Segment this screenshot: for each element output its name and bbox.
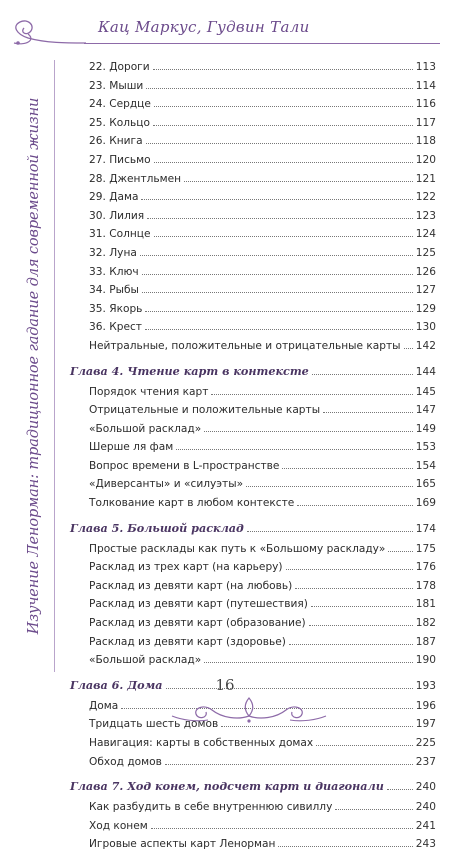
entry-title: Расклад из трех карт (на карьеру) [89,561,283,574]
page-ref: 114 [415,79,436,92]
floral-ornament-icon [168,694,330,724]
page-ref: 153 [415,441,436,454]
chapter-title: Глава 4. Чтение карт в контексте [70,363,309,378]
toc-entry [70,58,436,77]
entry-title: Ход конем [89,819,148,832]
dot-leader [312,360,413,375]
toc-entry [70,170,436,189]
entry-title: Расклад из девяти карт (образование) [89,617,306,630]
page-ref: 125 [415,246,436,259]
dot-leader [147,207,413,219]
toc-entry [70,77,436,96]
dot-leader [176,438,413,450]
entry-title: 33. Ключ [89,265,139,278]
entry-title: Расклад из девяти карт (на любовь) [89,579,293,592]
toc-entry [70,835,436,854]
toc-entry [70,753,436,772]
flourish-ornament-icon [6,16,92,50]
page-ref: 190 [415,654,436,667]
running-header-title: Кац Маркус, Гудвин Тали [98,18,310,36]
dot-leader [246,475,413,487]
dot-leader [142,263,413,275]
entry-title: 25. Кольцо [89,116,150,129]
page-ref: 147 [415,404,436,417]
page-ref: 174 [415,522,436,535]
toc-entry [70,95,436,114]
dot-leader [316,734,413,746]
entry-title: «Большой расклад» [89,654,202,667]
page-ref: 165 [415,478,436,491]
toc-entry [70,401,436,420]
page-header [0,12,450,52]
toc-entry [70,281,436,300]
dot-leader [309,614,413,626]
toc-entry [70,244,436,263]
dot-leader [335,798,412,810]
dot-leader [145,318,413,330]
entry-title: 31. Солнце [89,228,151,241]
entry-title: 36. Крест [89,321,142,334]
toc-entry [70,263,436,282]
page-ref: 142 [415,339,436,352]
toc-entry [70,318,436,337]
page-ref: 149 [415,422,436,435]
toc-entry [70,595,436,614]
toc-entry [70,114,436,133]
entry-title: Отрицательные и положительные карты [89,404,321,417]
page-ref: 178 [415,579,436,592]
dot-leader [146,132,413,144]
toc-entry [70,651,436,670]
entry-title: 32. Луна [89,246,137,259]
dot-leader [323,401,413,413]
toc-entry [70,798,436,817]
page-ref: 237 [415,755,436,768]
dot-leader [142,281,413,293]
dot-leader [153,114,413,126]
chapter-title: Глава 5. Большой расклад [70,520,244,535]
toc-entry [70,558,436,577]
page-ref: 225 [415,737,436,749]
toc-entry [70,540,436,559]
dot-leader [154,151,413,163]
dot-leader [153,58,413,70]
toc-entry [70,734,436,753]
table-of-contents [70,58,436,854]
side-rule [54,60,55,672]
page-number: 16 [215,676,235,694]
toc-entry [70,132,436,151]
entry-title: Нейтральные, положительные и отрицательные карты [89,339,401,352]
entry-title: 28. Джентльмен [89,172,182,185]
dot-leader [141,188,412,200]
entry-title: Тридцать шесть домов [89,718,219,731]
dot-leader [278,835,412,847]
header-rule [84,43,440,44]
page-ref: 123 [415,209,436,222]
toc-entry [70,337,436,356]
toc-entry [70,383,436,402]
page-ref: 196 [415,699,436,712]
page-ref: 127 [415,284,436,297]
page-ref: 243 [415,838,436,851]
page-ref: 126 [415,265,436,278]
page-ref: 182 [415,617,436,630]
dot-leader [204,420,413,432]
page-ref: 120 [415,153,436,166]
dot-leader [146,77,412,89]
dot-leader [247,517,413,532]
toc-entry [70,614,436,633]
page-ref: 116 [415,98,436,111]
page-ref: 124 [415,228,436,241]
page-ref: 181 [415,598,436,611]
page-ref: 154 [415,459,436,472]
dot-leader [184,170,413,182]
dot-leader [404,337,413,349]
entry-title: Игровые аспекты карт Ленорман [89,838,276,851]
page-ref: 187 [415,635,436,648]
dot-leader [204,651,413,663]
entry-title: 23. Мыши [89,79,144,92]
toc-chapter-heading [70,774,436,798]
entry-title: Как разбудить в себе внутреннюю сивиллу [89,801,333,814]
entry-title: Дома [89,699,119,712]
toc-entry [70,151,436,170]
page-ref: 117 [415,116,436,129]
entry-title: Обход домов [89,755,162,768]
dot-leader [297,494,412,506]
dot-leader [154,225,413,237]
toc-entry [70,300,436,319]
dot-leader [286,558,413,570]
dot-leader [387,775,413,790]
toc-entry [70,577,436,596]
dot-leader [145,300,412,312]
entry-title: Порядок чтения карт [89,385,209,398]
toc-entry [70,207,436,226]
dot-leader [140,244,413,256]
entry-title: Толкование карт в любом контексте [89,497,295,510]
page-ref: 176 [415,561,436,574]
page-ref: 144 [415,365,436,378]
entry-title: 24. Сердце [89,98,151,111]
toc-entry [70,494,436,513]
dot-leader [311,595,413,607]
chapter-title: Глава 6. Дома [70,677,163,692]
entry-title: 34. Рыбы [89,284,139,297]
entry-title: «Диверсанты» и «силуэты» [89,478,244,491]
entry-title: «Большой расклад» [89,422,202,435]
page-ref: 122 [415,191,436,204]
entry-title: 35. Якорь [89,302,143,315]
entry-title: Расклад из девяти карт (здоровье) [89,635,286,648]
entry-title: Вопрос времени в L-пространстве [89,459,280,472]
page-ref: 241 [415,819,436,832]
entry-title: 29. Дама [89,191,139,204]
page-ref: 130 [415,321,436,334]
toc-entry [70,817,436,836]
dot-leader [211,383,412,395]
page-ref: 169 [415,497,436,510]
page-ref: 240 [415,781,436,794]
entry-title: 26. Книга [89,135,143,148]
toc-entry [70,457,436,476]
dot-leader [154,95,413,107]
page-ref: 193 [415,679,436,692]
entry-title: Навигация: карты в собственных домах [89,737,314,749]
dot-leader [282,457,412,469]
chapter-title: Глава 7. Ход конем, подсчет карт и диагонали [70,779,384,794]
side-book-title: Изучение Ленорман: традиционное гадание для современной жизни [26,97,42,635]
page-ref: 118 [415,135,436,148]
toc-chapter-heading [70,516,436,540]
entry-title: 27. Письмо [89,153,151,166]
toc-chapter-heading [70,359,436,383]
dot-leader [388,540,412,552]
page-ref: 129 [415,302,436,315]
entry-title: Шерше ля фам [89,441,174,454]
entry-title: Расклад из девяти карт (путешествия) [89,598,308,611]
dot-leader [151,817,413,829]
toc-entry [70,188,436,207]
entry-title: 22. Дороги [89,61,150,73]
toc-entry [70,475,436,494]
entry-title: Простые расклады как путь к «Большому раскладу» [89,542,386,555]
toc-entry [70,438,436,457]
page-ref: 240 [415,801,436,814]
dot-leader [165,753,413,765]
entry-title: 30. Лилия [89,209,145,222]
page-ref: 175 [415,542,436,555]
page-ref: 113 [415,61,436,73]
page-ref: 145 [415,385,436,398]
page-ref: 121 [415,172,436,185]
toc-entry [70,225,436,244]
toc-entry [70,420,436,439]
dot-leader [289,633,413,645]
dot-leader [295,577,413,589]
toc-entry [70,633,436,652]
page-ref: 197 [415,718,436,731]
